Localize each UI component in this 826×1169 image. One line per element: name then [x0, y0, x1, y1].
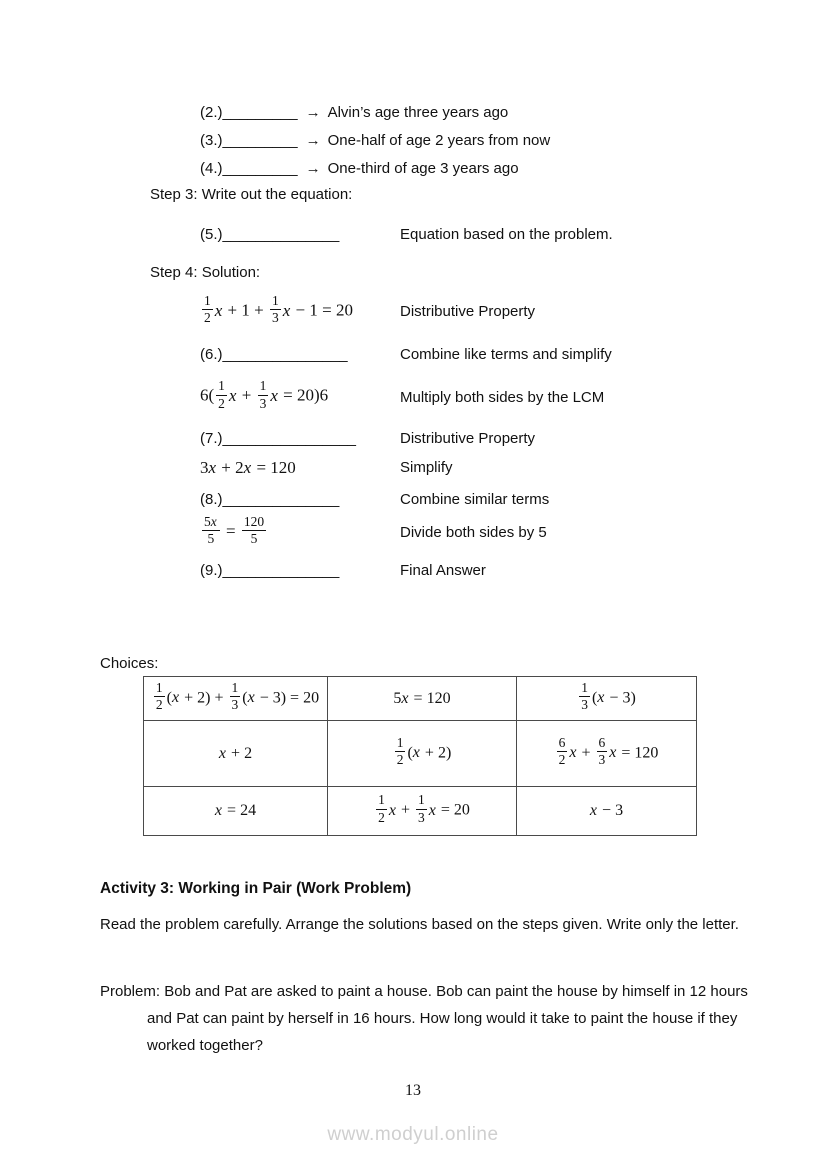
solution-step-label: Combine like terms and simplify [400, 346, 612, 364]
table-row [144, 787, 697, 836]
equation: $\frac{6}{2}$ x + $\frac{6}{3}$ x = 120 [558, 734, 659, 767]
answer-blank: (9.)______________ [200, 562, 340, 580]
solution-row [200, 346, 826, 363]
equation: $\frac{1}{3}$ (x − 3) [581, 679, 636, 712]
list-item [200, 155, 550, 183]
choice-cell [144, 721, 328, 787]
solution-step-label: Simplify [400, 459, 453, 477]
definition-list [200, 99, 550, 183]
solution-step-label: Multiply both sides by the LCM [400, 388, 605, 406]
arrow-icon: → [305, 160, 321, 177]
choice-cell [328, 721, 517, 787]
solution-row [200, 562, 826, 579]
table-row [144, 677, 697, 721]
answer-blank: (5.)______________ [200, 226, 340, 243]
answer-blank: (6.)_______________ [200, 346, 348, 364]
equation: $\frac{1}{2}$ x + $\frac{1}{3}$ x = 20 [378, 792, 470, 825]
solution-row [200, 458, 826, 478]
list-item [200, 127, 550, 155]
solution-step-label: Combine similar terms [400, 490, 550, 508]
page-number: 13 [405, 1082, 421, 1099]
equation: x + 2 [218, 744, 253, 762]
arrow-icon: → [305, 104, 321, 121]
equation: $\frac{5x}{5}$ = $\frac{120}{5}$ [204, 513, 265, 546]
equation: $\frac{1}{2}$ x + 1 + $\frac{1}{3}$ x − 1 = 20 [204, 293, 353, 326]
solution-row [200, 295, 826, 328]
item-description: One-half of age 2 years from now [327, 132, 551, 149]
item-description: One-third of age 3 years ago [327, 160, 519, 177]
choice-cell [328, 787, 517, 836]
equation-blank-row [200, 226, 613, 243]
choice-cell [517, 677, 697, 721]
choice-cell [328, 677, 517, 721]
blank-description: Equation based on the problem. [400, 226, 613, 243]
solution-row [200, 380, 826, 413]
choices-table [143, 676, 697, 836]
problem-statement [100, 978, 748, 1059]
item-number-blank: (2.)_________ [200, 104, 298, 121]
activity-instructions: Read the problem carefully. Arrange the solutions based on the steps given. Write only the letter. [100, 916, 739, 933]
choice-cell [144, 787, 328, 836]
equation: 5x = 120 [393, 689, 451, 707]
item-number-blank: (4.)_________ [200, 160, 298, 177]
step4-label: Step 4: Solution: [150, 264, 261, 281]
choice-cell [144, 677, 328, 721]
arrow-icon: → [305, 132, 321, 149]
solution-step-label: Distributive Property [400, 429, 536, 447]
solution-step-label: Final Answer [400, 562, 486, 580]
item-number-blank: (3.)_________ [200, 132, 298, 149]
equation: $\frac{1}{2}$ (x + 2) + $\frac{1}{3}$ (x − 3) = 20 [155, 679, 320, 712]
solution-steps [200, 295, 826, 579]
solution-step-label: Divide both sides by 5 [400, 523, 547, 541]
problem-label: Problem: [100, 983, 161, 1000]
item-description: Alvin’s age three years ago [327, 104, 509, 121]
answer-blank: (8.)______________ [200, 490, 340, 508]
solution-row [200, 430, 826, 447]
table-row [144, 721, 697, 787]
watermark: www.modyul.online [327, 1124, 499, 1145]
choice-cell [517, 787, 697, 836]
activity-heading: Activity 3: Working in Pair (Work Problem) [100, 880, 412, 897]
solution-row [200, 491, 826, 508]
equation: $\frac{1}{2}$ (x + 2) [396, 734, 452, 767]
list-item [200, 99, 550, 127]
answer-blank: (7.)________________ [200, 429, 356, 447]
equation: 3x + 2x = 120 [200, 457, 296, 477]
choice-cell [517, 721, 697, 787]
solution-row [200, 513, 826, 549]
choices-label: Choices: [100, 655, 159, 672]
equation: 6( $\frac{1}{2}$ x + $\frac{1}{3}$ x = 20)6 [200, 378, 329, 411]
step3-label: Step 3: Write out the equation: [150, 186, 353, 203]
equation: x = 24 [214, 802, 257, 819]
problem-text: Bob and Pat are asked to paint a house. Bob can paint the house by himself in 12 hours and Pat can paint by herself in 16 hours. How long would it take to paint the house if they worked together? [147, 983, 748, 1054]
equation: x − 3 [589, 802, 624, 819]
solution-step-label: Distributive Property [400, 303, 536, 321]
